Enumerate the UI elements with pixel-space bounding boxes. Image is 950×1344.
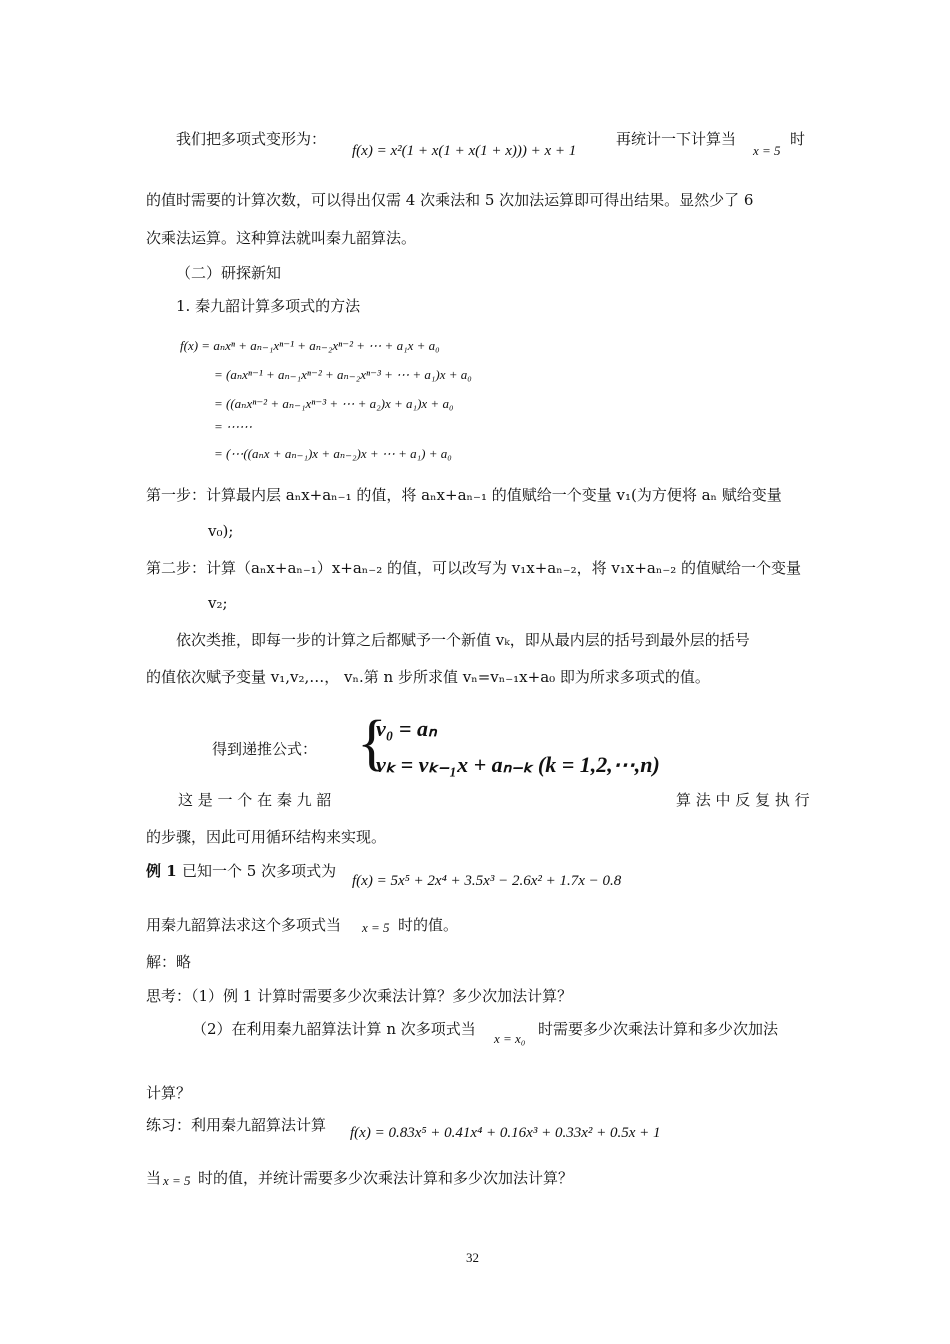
thinking-q1: 思考：（1）例 1 计算时需要多少次乘法计算？多少次加法计算？ bbox=[146, 987, 573, 1005]
page-number: 32 bbox=[466, 1250, 479, 1265]
section-title: （二）研探新知 bbox=[176, 264, 282, 282]
loop-text-line-2: 的步骤，因此可用循环结构来实现。 bbox=[146, 828, 387, 846]
solution: 解：略 bbox=[146, 953, 192, 971]
intro-text-1: 我们把多项式变形为： bbox=[176, 130, 327, 148]
derivation-line-2: = (aₙxⁿ⁻¹ + aₙ₋₁xⁿ⁻² + aₙ₋₂xⁿ⁻³ + ⋯ + a₁)x + a₀ bbox=[214, 367, 472, 382]
example-line-2b: 时的值。 bbox=[398, 916, 459, 934]
loop-text-right: 算 法 中 反 复 执 行 bbox=[676, 791, 810, 809]
derivation-line-3: = ((aₙxⁿ⁻² + aₙ₋₁xⁿ⁻³ + ⋯ + a₂)x + a₁)x + a₀ bbox=[214, 396, 454, 411]
recurrence-label: 得到递推公式： bbox=[212, 740, 318, 758]
exercise-formula: f(x) = 0.83x⁵ + 0.41x⁴ + 0.16x³ + 0.33x² + 0.5x + 1 bbox=[350, 1125, 661, 1141]
step2-line-2: v₂; bbox=[208, 594, 228, 612]
recurrence-eq-1: v₀ = aₙ bbox=[376, 716, 437, 741]
intro-formula bbox=[352, 143, 576, 160]
example-formula: f(x) = 5x⁵ + 2x⁴ + 3.5x³ − 2.6x² + 1.7x − 0.8 bbox=[352, 873, 622, 889]
derivation-line-5: = (⋯((aₙx + aₙ₋₁)x + aₙ₋₂)x + ⋯ + a₁) + a₀ bbox=[214, 446, 452, 461]
recurrence-eq-2: vₖ = vₖ₋₁x + aₙ₋ₖ (k = 1,2,⋯,n) bbox=[376, 752, 660, 777]
loop-text-left: 这 是 一 个 在 秦 九 韶 bbox=[178, 791, 332, 809]
example-text: 已知一个 5 次多项式为 bbox=[182, 862, 337, 880]
example-condition: x = 5 bbox=[362, 920, 390, 935]
intro-text-2: 再统计一下计算当 bbox=[616, 130, 737, 148]
step2-line-1: 第二步：计算（aₙx+aₙ₋₁）x+aₙ₋₂ 的值，可以改写为 v₁x+aₙ₋₂，将 v₁x+aₙ₋₂ 的值赋给一个变量 bbox=[146, 559, 802, 577]
step1-line-1: 第一步：计算最内层 aₙx+aₙ₋₁ 的值，将 aₙx+aₙ₋₁ 的值赋给一个变量 v₁(为方便将 aₙ 赋给变量 bbox=[146, 486, 782, 504]
exercise-line-2a: 当 bbox=[146, 1169, 162, 1187]
intro-text-3: 时 bbox=[790, 130, 806, 148]
intro-line-2: 的值时需要的计算次数，可以得出仅需 4 次乘法和 5 次加法运算即可得出结果。显然少了 6 bbox=[146, 191, 754, 209]
step1-line-2: v₀); bbox=[208, 522, 234, 540]
subsection-title: 1. 秦九韶计算多项式的方法 bbox=[176, 297, 361, 315]
intro-line-3: 次乘法运算。这种算法就叫秦九韶算法。 bbox=[146, 229, 417, 247]
thinking-condition: x = x₀ bbox=[494, 1031, 526, 1046]
thinking-q2b: 时需要多少次乘法计算和多少次加法 bbox=[538, 1020, 779, 1038]
thinking-q2c: 计算？ bbox=[146, 1084, 192, 1102]
derivation-line-4: = ⋯⋯ bbox=[214, 419, 253, 434]
intro-condition: x = 5 bbox=[753, 143, 781, 158]
paragraph-line-1: 依次类推，即每一步的计算之后都赋予一个新值 vₖ，即从最内层的括号到最外层的括号 bbox=[176, 631, 750, 649]
exercise-line-2b: 时的值，并统计需要多少次乘法计算和多少次加法计算？ bbox=[198, 1169, 574, 1187]
example-line-2a: 用秦九韶算法求这个多项式当 bbox=[146, 916, 342, 934]
intro-formula-text: f(x) = x²(1 + x(1 + x(1 + x))) + x + 1 bbox=[352, 143, 577, 159]
left-brace-icon: { bbox=[357, 709, 387, 777]
exercise-condition: x = 5 bbox=[163, 1173, 191, 1188]
exercise-text: 练习：利用秦九韶算法计算 bbox=[146, 1116, 327, 1134]
paragraph-line-2: 的值依次赋予变量 v₁,v₂,…， vₙ.第 n 步所求值 vₙ=vₙ₋₁x+a₀ 即为所求多项式的值。 bbox=[146, 668, 710, 686]
thinking-q2a: （2）在利用秦九韶算法计算 n 次多项式当 bbox=[192, 1020, 476, 1038]
derivation-line-1: f(x) = aₙxⁿ + aₙ₋₁xⁿ⁻¹ + aₙ₋₂xⁿ⁻² + ⋯ + a₁x + a₀ bbox=[180, 338, 440, 353]
example-label: 例 1 bbox=[146, 862, 177, 880]
